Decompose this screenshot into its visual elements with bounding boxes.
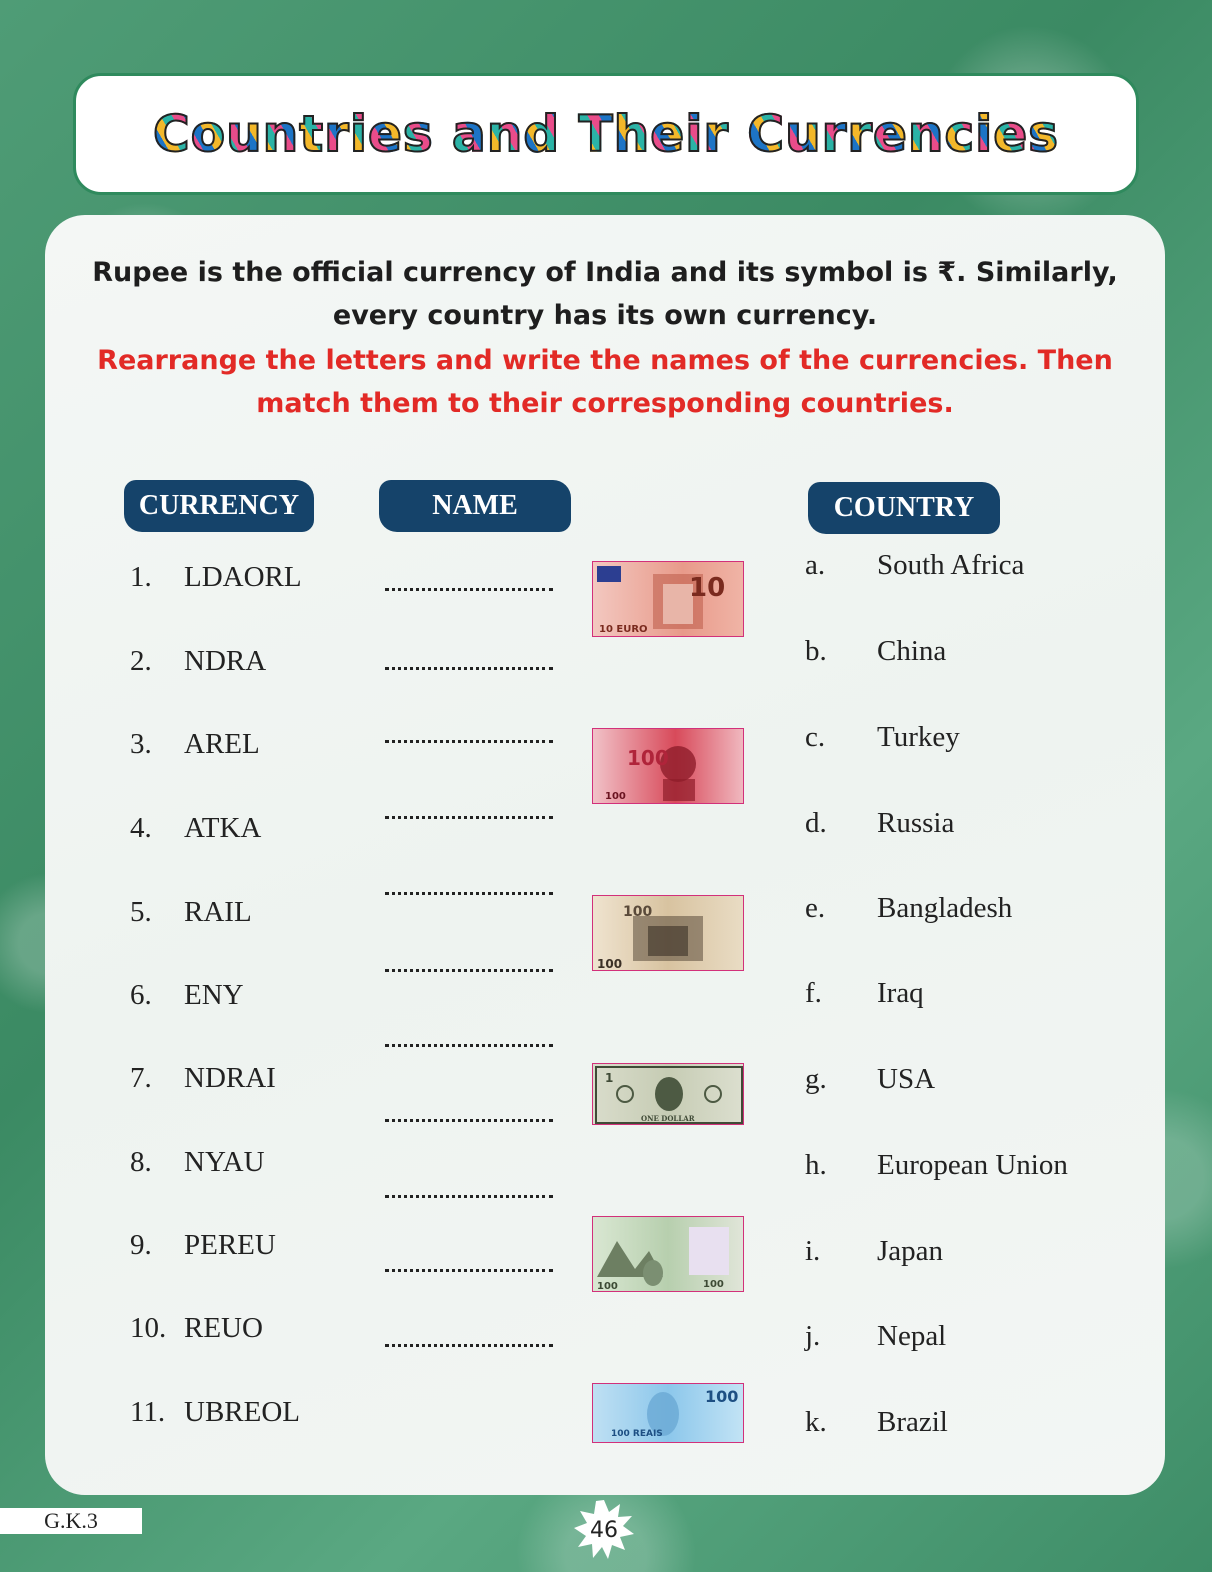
page-number-text: 46 <box>590 1517 618 1543</box>
real-note-label: 100 REAIS <box>611 1429 663 1439</box>
nepal-note-value: 100 <box>703 1279 724 1290</box>
instruction-line-2: match them to their corresponding countries. <box>256 388 954 419</box>
country-name: China <box>877 635 947 667</box>
scrambled-word: LDAORL <box>184 561 302 593</box>
country-row: i. Japan <box>805 1235 944 1267</box>
real-note-value: 100 <box>705 1387 739 1406</box>
scrambled-word: UBREOL <box>184 1396 300 1428</box>
country-row: k. Brazil <box>805 1406 948 1438</box>
currency-row: 4. ATKA <box>130 812 262 844</box>
yuan-note-value: 100 <box>627 746 669 770</box>
instruction-text <box>45 339 1165 425</box>
answer-line-2[interactable] <box>385 663 553 670</box>
currency-row: 9. PEREU <box>130 1229 276 1261</box>
country-row: b. China <box>805 635 947 667</box>
yuan-banknote <box>592 728 744 804</box>
ruble-banknote <box>592 895 744 971</box>
answer-line-6[interactable] <box>385 965 553 972</box>
answer-line-3[interactable] <box>385 736 553 743</box>
scrambled-word: PEREU <box>184 1229 276 1261</box>
country-row: e. Bangladesh <box>805 892 1013 924</box>
country-row: h. European Union <box>805 1149 1068 1181</box>
scrambled-word: RAIL <box>184 896 252 928</box>
answer-line-11[interactable] <box>385 1340 553 1347</box>
country-name: Brazil <box>877 1406 948 1438</box>
country-row: f. Iraq <box>805 977 924 1009</box>
country-row: g. USA <box>805 1063 936 1095</box>
answer-line-10[interactable] <box>385 1265 553 1272</box>
country-row: c. Turkey <box>805 721 960 753</box>
dollar-note-label: ONE DOLLAR <box>641 1114 695 1123</box>
currency-row: 11. UBREOL <box>130 1396 300 1428</box>
intro-text <box>45 251 1165 337</box>
scrambled-word: AREL <box>184 728 260 760</box>
nepal-banknote <box>592 1216 744 1292</box>
country-row: a. South Africa <box>805 549 1025 581</box>
euro-note-value: 10 <box>689 573 726 603</box>
country-name: USA <box>877 1063 936 1095</box>
yuan-note-label: 100 <box>605 791 626 802</box>
scrambled-word: NDRA <box>184 645 267 677</box>
instruction-line-1: Rearrange the letters and write the names of the currencies. Then <box>97 345 1113 376</box>
page-title: Countries and Their Currencies <box>153 105 1059 163</box>
currency-row: 7. NDRAI <box>130 1062 276 1094</box>
currency-row: 2. NDRA <box>130 645 267 677</box>
nepal-note-art <box>593 1217 744 1292</box>
intro-line-1: Rupee is the official currency of India and its symbol is ₹. Similarly, <box>92 257 1118 288</box>
euro-note-art <box>593 562 744 637</box>
country-name: Japan <box>877 1235 944 1267</box>
currency-header: CURRENCY <box>124 480 314 532</box>
scrambled-word: ATKA <box>184 812 262 844</box>
intro-line-2: every country has its own currency. <box>332 300 878 331</box>
scrambled-word: NYAU <box>184 1146 265 1178</box>
currency-row: 10. REUO <box>130 1312 263 1344</box>
answer-line-1[interactable] <box>385 584 553 591</box>
country-header: COUNTRY <box>808 482 1000 534</box>
ruble-note-value: 100 <box>623 904 653 920</box>
page-number <box>572 1498 636 1562</box>
name-header: NAME <box>379 480 571 532</box>
dollar-banknote <box>592 1063 744 1125</box>
country-row: j. Nepal <box>805 1320 947 1352</box>
euro-banknote <box>592 561 744 637</box>
currency-row: 8. NYAU <box>130 1146 265 1178</box>
country-name: European Union <box>877 1149 1068 1181</box>
country-name: Turkey <box>877 721 960 753</box>
currency-row: 3. AREL <box>130 728 260 760</box>
real-note-art <box>593 1384 744 1443</box>
answer-line-4[interactable] <box>385 812 553 819</box>
country-name: South Africa <box>877 549 1025 581</box>
currency-row: 5. RAIL <box>130 896 252 928</box>
scrambled-word: ENY <box>184 979 244 1011</box>
answer-line-5[interactable] <box>385 888 553 895</box>
country-name: Bangladesh <box>877 892 1013 924</box>
dollar-note-art <box>593 1064 744 1125</box>
ruble-note-label: 100 <box>597 957 623 971</box>
scrambled-word: NDRAI <box>184 1062 276 1094</box>
answer-line-8[interactable] <box>385 1115 553 1122</box>
country-name: Nepal <box>877 1320 947 1352</box>
answer-line-7[interactable] <box>385 1040 553 1047</box>
answer-line-9[interactable] <box>385 1191 553 1198</box>
country-row: d. Russia <box>805 807 955 839</box>
euro-note-label: 10 EURO <box>599 624 648 635</box>
ruble-note-art <box>593 896 744 971</box>
nepal-note-label: 100 <box>597 1281 618 1292</box>
yuan-note-art <box>593 729 744 804</box>
book-label: G.K.3 <box>0 1508 142 1534</box>
title-box <box>73 73 1139 195</box>
scrambled-word: REUO <box>184 1312 263 1344</box>
country-name: Russia <box>877 807 955 839</box>
currency-row: 1. LDAORL <box>130 561 302 593</box>
currency-row: 6. ENY <box>130 979 244 1011</box>
dollar-note-value: 1 <box>605 1071 614 1085</box>
real-banknote <box>592 1383 744 1443</box>
country-name: Iraq <box>877 977 924 1009</box>
content-panel <box>45 215 1165 1495</box>
